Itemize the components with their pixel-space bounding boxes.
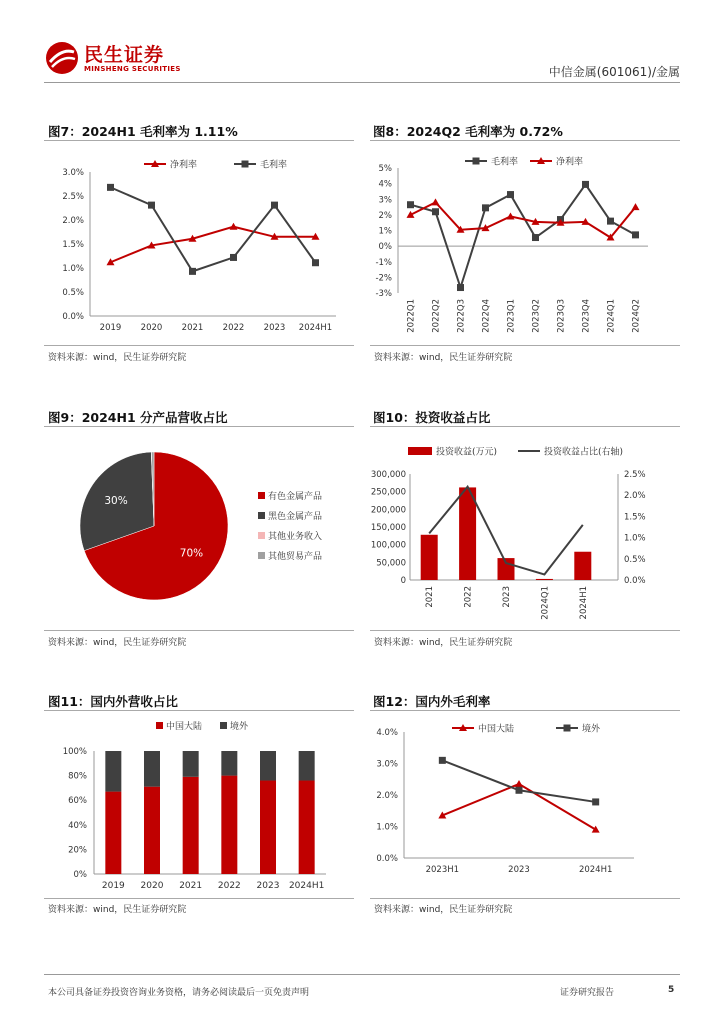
legend-label: 有色金属产品 bbox=[268, 492, 323, 502]
data-point-0-4 bbox=[507, 191, 514, 198]
fig8-title-rule bbox=[370, 140, 680, 141]
data-point-1-1 bbox=[432, 198, 440, 205]
bar-3 bbox=[536, 579, 553, 580]
pie-slice-label: 70% bbox=[179, 547, 204, 560]
fig7-source-rule bbox=[44, 345, 354, 346]
y-tick-label: 20% bbox=[68, 845, 87, 856]
bar-1-4 bbox=[260, 751, 276, 781]
fig7-chart bbox=[44, 150, 354, 340]
x-tick-label: 2020 bbox=[140, 323, 163, 333]
data-point-0-9 bbox=[632, 231, 639, 238]
fig8-source-rule bbox=[370, 345, 680, 346]
legend-label: 其他贸易产品 bbox=[268, 552, 323, 562]
fig8-source: 资料来源：wind，民生证券研究院 bbox=[374, 353, 513, 363]
bar-1-0 bbox=[105, 751, 121, 792]
x-tick-label: 2024H1 bbox=[288, 881, 325, 891]
bar-1-5 bbox=[299, 751, 315, 781]
legend-swatch bbox=[156, 722, 163, 729]
x-tick-label: 2019 bbox=[99, 323, 122, 333]
bar-0 bbox=[421, 535, 438, 580]
bar-0-3 bbox=[221, 776, 237, 874]
x-tick-label: 2023 bbox=[263, 323, 286, 333]
data-point-0-0 bbox=[407, 201, 414, 208]
legend-label: 投资收益占比(右轴) bbox=[544, 447, 624, 458]
header-stock-label: 中信金属(601061)/金属 bbox=[548, 65, 680, 79]
y-tick-label: 2.5% bbox=[62, 192, 84, 202]
y-right-tick-label: 2.5% bbox=[624, 470, 646, 480]
x-tick-label: 2022 bbox=[217, 881, 241, 891]
data-point-1-9 bbox=[632, 203, 640, 210]
legend-label: 毛利率 bbox=[260, 160, 288, 171]
bar-1-3 bbox=[221, 751, 237, 776]
x-tick-label: 2024H1 bbox=[578, 865, 613, 875]
x-tick-label: 2022Q3 bbox=[456, 299, 467, 333]
y-tick-label: -2% bbox=[375, 273, 392, 284]
y-left-tick-label: 50,000 bbox=[376, 558, 406, 569]
logo-text-cn: 民生证券 bbox=[84, 44, 165, 66]
x-tick-label: 2022Q2 bbox=[431, 299, 442, 333]
fig10-chart bbox=[370, 436, 680, 626]
y-tick-label: -1% bbox=[375, 257, 392, 268]
y-right-tick-label: 2.0% bbox=[624, 491, 646, 502]
legend-marker bbox=[473, 158, 480, 165]
data-point-1-4 bbox=[507, 212, 515, 219]
y-tick-label: 1.0% bbox=[376, 822, 398, 833]
legend-label: 毛利率 bbox=[491, 157, 519, 168]
x-tick-label: 2021 bbox=[425, 586, 436, 608]
x-tick-label: 2023Q4 bbox=[581, 299, 592, 333]
data-point-1-4 bbox=[271, 202, 278, 209]
data-point-1-3 bbox=[230, 254, 237, 261]
data-point-1-2 bbox=[189, 268, 196, 275]
legend-label: 净利率 bbox=[556, 157, 584, 168]
fig11-source-rule bbox=[44, 898, 354, 899]
y-tick-label: 3% bbox=[378, 195, 392, 206]
legend-label: 其他业务收入 bbox=[268, 532, 323, 542]
legend-swatch bbox=[220, 722, 227, 729]
x-tick-label: 2020 bbox=[140, 881, 164, 891]
x-tick-label: 2024Q2 bbox=[631, 299, 642, 333]
x-tick-label: 2021 bbox=[179, 881, 203, 891]
y-tick-label: 4% bbox=[378, 179, 392, 190]
bar-1 bbox=[459, 487, 476, 580]
data-point-0-8 bbox=[607, 218, 614, 225]
y-left-tick-label: 0 bbox=[400, 576, 406, 586]
fig11-title-rule bbox=[44, 710, 354, 711]
y-tick-label: 5% bbox=[378, 164, 392, 174]
footer-page-number: 5 bbox=[668, 985, 675, 995]
data-point-1-5 bbox=[312, 259, 319, 266]
y-left-tick-label: 200,000 bbox=[370, 505, 406, 516]
data-point-0-2 bbox=[592, 826, 600, 833]
data-point-0-5 bbox=[532, 234, 539, 241]
y-tick-label: 60% bbox=[68, 796, 87, 807]
y-tick-label: 3.0% bbox=[376, 759, 398, 770]
legend-label: 净利率 bbox=[170, 160, 198, 171]
y-tick-label: -3% bbox=[375, 289, 392, 299]
y-tick-label: 0.0% bbox=[376, 854, 398, 864]
x-tick-label: 2024H1 bbox=[298, 323, 333, 333]
y-tick-label: 1% bbox=[378, 226, 392, 237]
fig10-title: 图10：投资收益占比 bbox=[373, 410, 491, 425]
x-tick-label: 2023 bbox=[256, 881, 280, 891]
x-tick-label: 2023Q2 bbox=[531, 299, 542, 333]
legend-swatch bbox=[258, 552, 265, 559]
legend-marker bbox=[564, 725, 571, 732]
data-point-0-1 bbox=[515, 780, 523, 787]
series-line-1 bbox=[111, 187, 316, 271]
x-tick-label: 2021 bbox=[181, 323, 204, 333]
data-point-1-0 bbox=[439, 757, 446, 764]
legend-marker bbox=[242, 161, 249, 168]
x-tick-label: 2023 bbox=[502, 586, 512, 608]
footer-report-type: 证券研究报告 bbox=[560, 988, 615, 998]
header-divider bbox=[44, 82, 680, 83]
legend-label: 投资收益(万元) bbox=[436, 447, 498, 458]
fig12-title: 图12：国内外毛利率 bbox=[373, 694, 491, 709]
data-point-0-2 bbox=[457, 284, 464, 291]
footer-divider bbox=[44, 974, 680, 975]
ratio-line bbox=[429, 487, 583, 575]
y-tick-label: 0% bbox=[378, 242, 392, 253]
y-tick-label: 40% bbox=[68, 820, 87, 831]
y-right-tick-label: 0.5% bbox=[624, 554, 646, 565]
y-right-tick-label: 1.0% bbox=[624, 533, 646, 544]
data-point-1-2 bbox=[592, 798, 599, 805]
logo-emblem-icon bbox=[44, 40, 80, 76]
x-tick-label: 2023H1 bbox=[425, 865, 460, 875]
legend-label: 黑色金属产品 bbox=[268, 512, 323, 522]
bar-1-2 bbox=[183, 751, 199, 777]
fig7-title: 图7：2024H1 毛利率为 1.11% bbox=[48, 124, 238, 139]
fig12-source-rule bbox=[370, 898, 680, 899]
series-line-0 bbox=[111, 227, 316, 263]
fig12-source: 资料来源：wind，民生证券研究院 bbox=[374, 905, 513, 915]
y-left-tick-label: 150,000 bbox=[370, 523, 406, 533]
x-tick-label: 2023 bbox=[508, 865, 530, 875]
y-tick-label: 100% bbox=[62, 747, 87, 757]
fig7-title-rule bbox=[44, 140, 354, 141]
fig12-chart bbox=[370, 714, 680, 896]
y-tick-label: 1.0% bbox=[62, 264, 84, 274]
bar-0-5 bbox=[299, 781, 315, 874]
fig10-source: 资料来源：wind，民生证券研究院 bbox=[374, 638, 513, 648]
data-point-0-7 bbox=[582, 181, 589, 188]
x-tick-label: 2022Q1 bbox=[406, 299, 417, 333]
y-left-tick-label: 250,000 bbox=[370, 487, 406, 498]
y-tick-label: 4.0% bbox=[376, 728, 398, 738]
data-point-1-1 bbox=[148, 202, 155, 209]
fig9-title-rule bbox=[44, 426, 354, 427]
fig7-source: 资料来源：wind，民生证券研究院 bbox=[48, 353, 187, 363]
fig10-source-rule bbox=[370, 630, 680, 631]
y-left-tick-label: 300,000 bbox=[370, 470, 406, 480]
bar-1-1 bbox=[144, 751, 160, 787]
legend-swatch bbox=[258, 512, 265, 519]
fig8-chart bbox=[370, 150, 680, 340]
fig9-chart bbox=[44, 436, 354, 626]
bar-4 bbox=[574, 552, 591, 580]
data-point-1-0 bbox=[107, 184, 114, 191]
fig8-title: 图8：2024Q2 毛利率为 0.72% bbox=[373, 124, 563, 139]
fig12-title-rule bbox=[370, 710, 680, 711]
fig9-source-rule bbox=[44, 630, 354, 631]
legend-label: 中国大陆 bbox=[166, 722, 203, 732]
y-tick-label: 2.0% bbox=[376, 791, 398, 801]
y-tick-label: 3.0% bbox=[62, 168, 84, 178]
x-tick-label: 2022 bbox=[222, 323, 245, 333]
fig11-title: 图11：国内外营收占比 bbox=[48, 694, 178, 709]
company-logo bbox=[44, 38, 184, 78]
y-tick-label: 2.0% bbox=[62, 216, 84, 226]
logo-text-en: MINSHENG SECURITIES bbox=[84, 65, 181, 73]
legend-label: 中国大陆 bbox=[478, 724, 515, 735]
fig9-source: 资料来源：wind，民生证券研究院 bbox=[48, 638, 187, 648]
x-tick-label: 2024H1 bbox=[578, 586, 589, 620]
y-tick-label: 0.0% bbox=[62, 312, 84, 322]
bar-0-2 bbox=[183, 777, 199, 874]
fig9-title: 图9：2024H1 分产品营收占比 bbox=[48, 410, 228, 425]
y-right-tick-label: 0.0% bbox=[624, 576, 646, 586]
legend-swatch bbox=[258, 532, 265, 539]
x-tick-label: 2022 bbox=[463, 586, 474, 608]
x-tick-label: 2019 bbox=[101, 881, 125, 891]
legend-swatch bbox=[258, 492, 265, 499]
data-point-0-1 bbox=[432, 208, 439, 215]
x-tick-label: 2024Q1 bbox=[606, 299, 617, 333]
y-right-tick-label: 1.5% bbox=[624, 512, 646, 523]
y-tick-label: 80% bbox=[68, 771, 87, 782]
legend-label: 境外 bbox=[582, 724, 601, 735]
series-line-0 bbox=[411, 184, 636, 287]
pie-slice-label: 30% bbox=[104, 495, 128, 508]
bar-0-1 bbox=[144, 787, 160, 874]
data-point-0-3 bbox=[230, 223, 238, 230]
data-point-1-1 bbox=[516, 787, 523, 794]
footer-disclaimer: 本公司具备证券投资咨询业务资格，请务必阅读最后一页免责声明 bbox=[48, 988, 310, 998]
x-tick-label: 2023Q1 bbox=[506, 299, 517, 333]
y-tick-label: 2% bbox=[378, 210, 392, 221]
y-tick-label: 0% bbox=[73, 870, 87, 880]
data-point-0-3 bbox=[482, 204, 489, 211]
y-left-tick-label: 100,000 bbox=[370, 540, 406, 551]
fig10-title-rule bbox=[370, 426, 680, 427]
fig11-chart bbox=[44, 714, 354, 896]
x-tick-label: 2022Q4 bbox=[481, 299, 492, 333]
bar-0-0 bbox=[105, 792, 121, 874]
x-tick-label: 2024Q1 bbox=[540, 586, 551, 620]
bar-0-4 bbox=[260, 781, 276, 874]
legend-swatch bbox=[408, 447, 432, 455]
y-tick-label: 0.5% bbox=[62, 288, 84, 298]
legend-label: 境外 bbox=[230, 722, 249, 732]
x-tick-label: 2023Q3 bbox=[556, 299, 567, 333]
y-tick-label: 1.5% bbox=[62, 240, 84, 250]
fig11-source: 资料来源：wind，民生证券研究院 bbox=[48, 905, 187, 915]
